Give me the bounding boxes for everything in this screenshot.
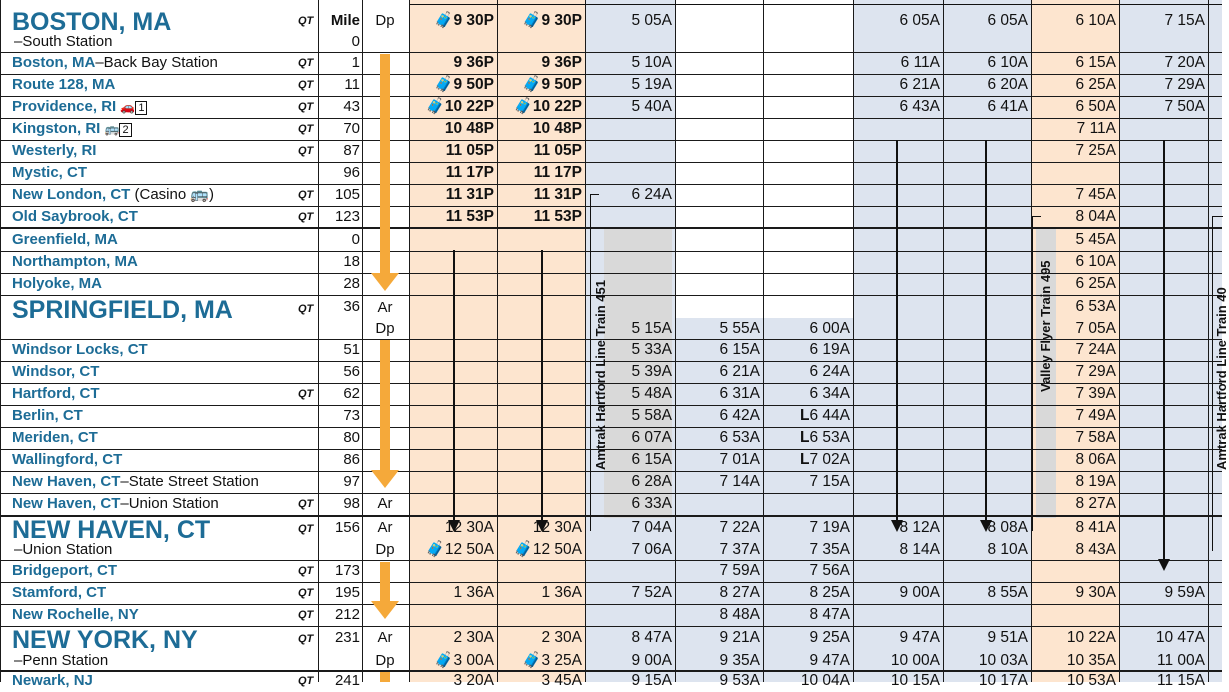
- time-cell: 11 00A: [1157, 652, 1205, 669]
- time-cell: 6 31A: [719, 385, 760, 402]
- dp-label: Dp: [375, 652, 395, 669]
- qt-marker: QT: [298, 587, 314, 599]
- mile-value: 80: [343, 429, 360, 446]
- time-cell: 6 53A: [1075, 298, 1116, 315]
- time-cell: 8 55A: [987, 584, 1028, 601]
- time-cell: 8 06A: [1075, 451, 1116, 468]
- time-cell: 6 10A: [987, 54, 1028, 71]
- row-rule: [0, 162, 1222, 163]
- time-cell: 🧳9 30P: [434, 12, 494, 29]
- station-hartford: Hartford, CT: [12, 385, 100, 402]
- bus-icon: 🚌: [104, 122, 120, 136]
- qt-marker: QT: [298, 388, 314, 400]
- rule: [1119, 0, 1120, 682]
- qt-marker: QT: [298, 675, 314, 687]
- qt-marker: QT: [298, 145, 314, 157]
- time-cell: 7 24A: [1075, 341, 1116, 358]
- time-cell: 11 31P: [445, 186, 494, 203]
- time-cell: 6 15A: [719, 341, 760, 358]
- time-cell: 🧳3 25A: [522, 652, 582, 669]
- time-cell: 8 41A: [1075, 519, 1116, 536]
- time-cell: 8 27A: [1075, 495, 1116, 512]
- time-cell: 7 39A: [1075, 385, 1116, 402]
- down-arrow: [1163, 140, 1165, 560]
- ar-label: Ar: [377, 299, 393, 316]
- time-cell: 6 19A: [809, 341, 850, 358]
- time-cell: 8 27A: [719, 584, 760, 601]
- qt-marker: QT: [298, 211, 314, 223]
- time-cell: 6 43A: [899, 98, 940, 115]
- time-cell: 7 11A: [1076, 120, 1116, 137]
- time-cell: 6 24A: [631, 186, 672, 203]
- qt-marker: QT: [298, 79, 314, 91]
- time-cell: 5 19A: [631, 76, 672, 93]
- time-cell: 7 58A: [1075, 429, 1116, 446]
- station-route128: Route 128, MA: [12, 76, 116, 93]
- time-cell: 9 47A: [899, 629, 940, 646]
- time-cell: 7 05A: [1075, 320, 1116, 337]
- station-mystic: Mystic, CT: [12, 164, 88, 181]
- qt-marker: QT: [298, 123, 314, 135]
- time-cell: 6 10A: [1075, 12, 1116, 29]
- time-cell: 11 31P: [533, 186, 582, 203]
- time-cell: 10 04A: [800, 672, 850, 689]
- time-cell: 7 45A: [1075, 186, 1116, 203]
- row-rule: [0, 140, 1222, 141]
- orange-arrow-3-head: [371, 601, 399, 619]
- qt-marker: QT: [298, 101, 314, 113]
- time-cell: 6 28A: [631, 473, 672, 490]
- time-cell: 🧳10 22P: [513, 98, 582, 115]
- time-cell: 6 15A: [631, 451, 672, 468]
- station-backbay: Boston, MA–Back Bay Station: [12, 54, 218, 71]
- mile-value: 97: [343, 473, 360, 490]
- time-cell: 🧳12 50A: [425, 541, 494, 558]
- time-cell: 5 10A: [631, 54, 672, 71]
- time-cell: 7 56A: [809, 562, 850, 579]
- time-cell: 6 33A: [631, 495, 672, 512]
- time-cell: 6 25A: [1075, 275, 1116, 292]
- time-cell: 9 00A: [899, 584, 940, 601]
- time-cell: 7 01A: [719, 451, 760, 468]
- time-cell: 5 33A: [631, 341, 672, 358]
- time-cell: 10 17A: [978, 672, 1028, 689]
- time-cell: 6 20A: [987, 76, 1028, 93]
- time-cell: 9 47A: [809, 652, 850, 669]
- time-cell: 10 00A: [890, 652, 940, 669]
- down-arrow-head: [1158, 559, 1170, 571]
- time-cell: 10 03A: [978, 652, 1028, 669]
- time-cell: 7 14A: [719, 473, 760, 490]
- time-cell: 11 15A: [1157, 672, 1205, 689]
- time-cell: 7 59A: [719, 562, 760, 579]
- ar-label: Ar: [377, 629, 393, 646]
- mile-value: 62: [343, 385, 360, 402]
- car-icon: 🚗: [120, 100, 136, 114]
- time-cell: 5 05A: [631, 12, 672, 29]
- time-cell: L6 53A: [800, 429, 850, 446]
- time-cell: 9 30A: [1075, 584, 1116, 601]
- time-cell: 10 47A: [1155, 629, 1205, 646]
- time-cell: 🧳12 50A: [513, 541, 582, 558]
- ar-label: Ar: [377, 519, 393, 536]
- time-cell: 6 42A: [719, 407, 760, 424]
- time-cell: 6 05A: [899, 12, 940, 29]
- qt-marker: QT: [298, 57, 314, 69]
- time-cell: 10 15A: [890, 672, 940, 689]
- time-cell: 7 37A: [719, 541, 760, 558]
- station-wallingford: Wallingford, CT: [12, 451, 123, 468]
- time-cell: 9 00A: [631, 652, 672, 669]
- station-berlin: Berlin, CT: [12, 407, 83, 424]
- mile-value: 105: [334, 186, 360, 203]
- station-newhaven-sub: –Union Station: [14, 541, 113, 558]
- mile-value: 86: [343, 451, 360, 468]
- qt-marker: QT: [298, 303, 314, 315]
- time-cell: 6 21A: [719, 363, 760, 380]
- time-cell: 9 21A: [719, 629, 760, 646]
- mile-value: 87: [343, 142, 360, 159]
- time-cell: 8 08A: [987, 519, 1028, 536]
- row-rule: [0, 604, 1222, 605]
- mile-value: 0: [351, 33, 360, 50]
- mile-value: 195: [334, 584, 360, 601]
- qt-marker: QT: [298, 498, 314, 510]
- time-cell: 8 19A: [1075, 473, 1116, 490]
- qt-marker: QT: [298, 189, 314, 201]
- time-cell: 10 48P: [444, 120, 494, 137]
- time-cell: 7 15A: [1164, 12, 1205, 29]
- time-cell: 7 29A: [1164, 76, 1205, 93]
- time-cell: 3 45A: [541, 672, 582, 689]
- rule: [318, 0, 319, 682]
- time-cell: 🧳9 50P: [522, 76, 582, 93]
- time-cell: 10 53A: [1066, 672, 1116, 689]
- time-cell: 6 11A: [900, 54, 940, 71]
- station-boston: BOSTON, MA: [12, 8, 172, 36]
- row-rule: [0, 74, 1222, 75]
- mile-value: 43: [343, 98, 360, 115]
- mile-value: 241: [334, 672, 360, 689]
- train-451-label: Amtrak Hartford Line Train 451: [593, 280, 608, 470]
- mile-value: 173: [334, 562, 360, 579]
- time-cell: 🧳3 00A: [434, 652, 494, 669]
- time-cell: 9 59A: [1164, 584, 1205, 601]
- time-cell: 5 55A: [719, 320, 760, 337]
- mile-value: 212: [334, 606, 360, 623]
- down-arrow: [453, 250, 455, 522]
- time-cell: 9 51A: [987, 629, 1028, 646]
- row-rule: [0, 206, 1222, 207]
- mile-value: 0: [351, 231, 360, 248]
- mile-value: 231: [334, 629, 360, 646]
- down-arrow: [985, 140, 987, 522]
- time-cell: 9 25A: [809, 629, 850, 646]
- mile-value: 18: [343, 253, 360, 270]
- time-cell: 6 53A: [719, 429, 760, 446]
- time-cell: L6 44A: [800, 407, 850, 424]
- time-cell: 7 19A: [809, 519, 850, 536]
- qt-marker: QT: [298, 609, 314, 621]
- rule: [0, 0, 1, 682]
- time-cell: 11 17P: [533, 164, 582, 181]
- mile-value: 51: [343, 341, 360, 358]
- station-providence: Providence, RI 🚗 1: [12, 96, 147, 119]
- ar-label: Ar: [377, 495, 393, 512]
- time-cell: 6 21A: [899, 76, 940, 93]
- mile-value: 123: [334, 208, 360, 225]
- time-cell: 9 36P: [453, 54, 494, 71]
- mile-value: 98: [343, 495, 360, 512]
- down-arrow: [896, 140, 898, 522]
- time-cell: 8 04A: [1075, 208, 1116, 225]
- station-boston-sub: –South Station: [14, 33, 113, 50]
- mile-value: 1: [351, 54, 360, 71]
- time-cell: 11 05P: [445, 142, 494, 159]
- time-cell: 11 05P: [533, 142, 582, 159]
- time-cell: 5 48A: [631, 385, 672, 402]
- time-cell: 7 29A: [1075, 363, 1116, 380]
- time-cell: 5 40A: [631, 98, 672, 115]
- orange-arrow-3: [380, 562, 390, 602]
- time-cell: 7 50A: [1164, 98, 1205, 115]
- dp-header: Dp: [375, 12, 395, 29]
- time-cell: 6 15A: [1075, 54, 1116, 71]
- time-cell: 9 35A: [719, 652, 760, 669]
- station-newark: Newark, NJ: [12, 672, 93, 689]
- time-cell: L7 02A: [800, 451, 850, 468]
- station-nhstate: New Haven, CT–State Street Station: [12, 473, 259, 490]
- station-oldsaybrook: Old Saybrook, CT: [12, 208, 138, 225]
- station-northampton: Northampton, MA: [12, 253, 138, 270]
- station-springfield: SPRINGFIELD, MA: [12, 296, 233, 324]
- time-cell: 8 12A: [899, 519, 940, 536]
- dp-label: Dp: [375, 320, 395, 337]
- station-bridgeport: Bridgeport, CT: [12, 562, 117, 579]
- qt-marker: QT: [298, 523, 314, 535]
- time-cell: 3 20A: [453, 672, 494, 689]
- time-cell: 🧳10 22P: [425, 98, 494, 115]
- station-newyork-sub: –Penn Station: [14, 652, 109, 669]
- time-cell: 9 15A: [631, 672, 672, 689]
- time-cell: 🧳9 50P: [434, 76, 494, 93]
- orange-arrow-1-head: [371, 273, 399, 291]
- time-cell: 1 36A: [541, 584, 582, 601]
- rule: [763, 0, 764, 682]
- train-right-label: Amtrak Hartford Line Train 40: [1214, 287, 1229, 470]
- time-cell: 8 25A: [809, 584, 850, 601]
- time-cell: 8 47A: [631, 629, 672, 646]
- mile-value: 156: [334, 519, 360, 536]
- station-newlondon: New London, CT (Casino 🚌): [12, 186, 215, 203]
- time-cell: 2 30A: [453, 629, 494, 646]
- orange-arrow-2: [380, 340, 390, 470]
- time-cell: 7 22A: [719, 519, 760, 536]
- time-cell: 10 35A: [1066, 652, 1116, 669]
- time-cell: 11 53P: [445, 208, 494, 225]
- time-cell: 6 50A: [1075, 98, 1116, 115]
- time-cell: 7 06A: [631, 541, 672, 558]
- time-cell: 10 48P: [532, 120, 582, 137]
- row-rule: [0, 560, 1222, 561]
- rule: [943, 0, 944, 682]
- mile-value: 73: [343, 407, 360, 424]
- mile-value: 36: [343, 298, 360, 315]
- station-holyoke: Holyoke, MA: [12, 275, 103, 292]
- orange-arrow-4: [380, 672, 390, 682]
- time-cell: 7 20A: [1164, 54, 1205, 71]
- station-windsorlocks: Windsor Locks, CT: [12, 341, 148, 358]
- rule: [497, 0, 498, 682]
- down-arrow: [541, 250, 543, 522]
- time-cell: 5 45A: [1075, 231, 1116, 248]
- rule: [853, 0, 854, 682]
- time-cell: 5 58A: [631, 407, 672, 424]
- station-windsor: Windsor, CT: [12, 363, 100, 380]
- time-cell: 8 43A: [1075, 541, 1116, 558]
- station-westerly: Westerly, RI: [12, 142, 97, 159]
- row-rule: [0, 582, 1222, 583]
- mile-value: 56: [343, 363, 360, 380]
- time-cell: 7 25A: [1075, 142, 1116, 159]
- time-cell: 10 22A: [1066, 629, 1116, 646]
- time-cell: 8 48A: [719, 606, 760, 623]
- train-495-label: Valley Flyer Train 495: [1038, 260, 1053, 392]
- station-newhaven: NEW HAVEN, CT: [12, 516, 211, 544]
- time-cell: 6 41A: [987, 98, 1028, 115]
- row-rule: [0, 96, 1222, 97]
- qt-marker: QT: [298, 15, 314, 27]
- qt-marker: QT: [298, 565, 314, 577]
- time-cell: 5 15A: [631, 320, 672, 337]
- row-rule: [0, 118, 1222, 119]
- time-cell: 12 30A: [532, 519, 582, 536]
- header-strip: [410, 0, 1222, 5]
- time-cell: 6 00A: [809, 320, 850, 337]
- time-cell: 7 49A: [1075, 407, 1116, 424]
- time-cell: 6 24A: [809, 363, 850, 380]
- rule: [675, 0, 676, 682]
- time-cell: 7 15A: [809, 473, 850, 490]
- time-cell: 6 10A: [1075, 253, 1116, 270]
- time-cell: 7 04A: [631, 519, 672, 536]
- station-nhunion: New Haven, CT–Union Station: [12, 495, 219, 512]
- time-cell: 7 35A: [809, 541, 850, 558]
- rule: [1208, 0, 1209, 682]
- rule: [409, 0, 410, 682]
- time-cell: 11 17P: [445, 164, 494, 181]
- time-cell: 2 30A: [541, 629, 582, 646]
- time-cell: 6 25A: [1075, 76, 1116, 93]
- dp-label: Dp: [375, 541, 395, 558]
- time-cell: 6 07A: [631, 429, 672, 446]
- time-cell: 12 30A: [444, 519, 494, 536]
- station-kingston: Kingston, RI 🚌 2: [12, 118, 132, 141]
- station-newyork: NEW YORK, NY: [12, 626, 198, 654]
- time-cell: 8 47A: [809, 606, 850, 623]
- qt-marker: QT: [298, 633, 314, 645]
- time-cell: 9 53A: [719, 672, 760, 689]
- station-stamford: Stamford, CT: [12, 584, 107, 601]
- station-newrochelle: New Rochelle, NY: [12, 606, 139, 623]
- station-greenfield: Greenfield, MA: [12, 231, 118, 248]
- time-cell: 9 36P: [541, 54, 582, 71]
- time-cell: 6 34A: [809, 385, 850, 402]
- time-cell: 6 05A: [987, 12, 1028, 29]
- time-cell: 8 10A: [987, 541, 1028, 558]
- mile-value: 70: [343, 120, 360, 137]
- time-cell: 8 14A: [899, 541, 940, 558]
- mile-header: Mile: [330, 12, 360, 29]
- section-rule: [0, 670, 1222, 672]
- mile-value: 28: [343, 275, 360, 292]
- time-cell: 1 36A: [453, 584, 494, 601]
- mile-value: 11: [344, 76, 360, 93]
- time-cell: 5 39A: [631, 363, 672, 380]
- mile-value: 96: [343, 164, 360, 181]
- time-cell: 7 52A: [631, 584, 672, 601]
- time-cell: 🧳9 30P: [522, 12, 582, 29]
- orange-arrow-1: [380, 54, 390, 274]
- rule: [585, 0, 586, 682]
- rule: [362, 0, 363, 682]
- orange-arrow-2-head: [371, 470, 399, 488]
- time-cell: 11 53P: [533, 208, 582, 225]
- station-meriden: Meriden, CT: [12, 429, 98, 446]
